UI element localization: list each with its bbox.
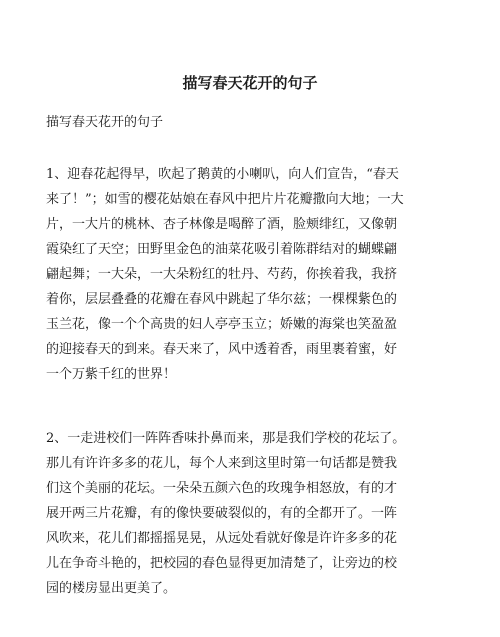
document-subtitle: 描写春天花开的句子 [46,115,164,130]
paragraph-line: 那儿有许许多多的花儿，每个人来到这里时第一句话都是赞我 [46,456,398,471]
paragraph-line: 们这个美丽的花坛。一朵朵五颜六色的玫瑰争相怒放，有的才 [46,481,398,496]
paragraph-line: 展开两三片花瓣，有的像快要破裂似的，有的全都开了。一阵 [46,506,398,521]
paragraph-line: 风吹来，花儿们都摇摇晃晃，从远处看就好像是许许多多的花 [46,531,398,546]
paragraph-line: 着你，层层叠叠的花瓣在春风中跳起了华尔兹；一棵棵紫色的 [46,292,398,307]
paragraph-line: 玉兰花，像一个个高贵的妇人亭亭玉立；娇嫩的海棠也笑盈盈 [46,317,398,332]
paragraph-line: 1、迎春花起得早，吹起了鹅黄的小喇叭，向人们宣告，“春天 [46,167,399,182]
paragraph-line: 2、一走进校们一阵阵香味扑鼻而来，那是我们学校的花坛了。 [46,431,406,446]
paragraph-line: 翩起舞；一大朵，一大朵粉红的牡丹、芍药，你挨着我，我挤 [46,267,398,282]
document-title: 描写春天花开的句子 [182,74,318,92]
paragraph-line: 的迎接春天的到来。春天来了，风中透着香，雨里裹着蜜，好 [46,342,398,357]
paragraph-line: 来了！”；如雪的樱花姑娘在春风中把片片花瓣撒向大地；一大 [46,192,404,207]
paragraph-line: 儿在争奇斗艳的，把校园的春色显得更加清楚了，让旁边的校 [46,556,398,571]
paragraph-line: 片，一大片的桃林、杏子林像是喝醉了酒，脸颊绯红，又像朝 [46,217,398,232]
paragraph-1 [46,162,461,387]
paragraph-line: 一个万紫千红的世界！ [46,367,177,382]
paragraph-2 [46,426,461,601]
paragraph-line: 园的楼房显出更美了。 [46,581,177,596]
paragraph-line: 霞染红了天空；田野里金色的油菜花吸引着陈群结对的蝴蝶翩 [46,242,398,257]
